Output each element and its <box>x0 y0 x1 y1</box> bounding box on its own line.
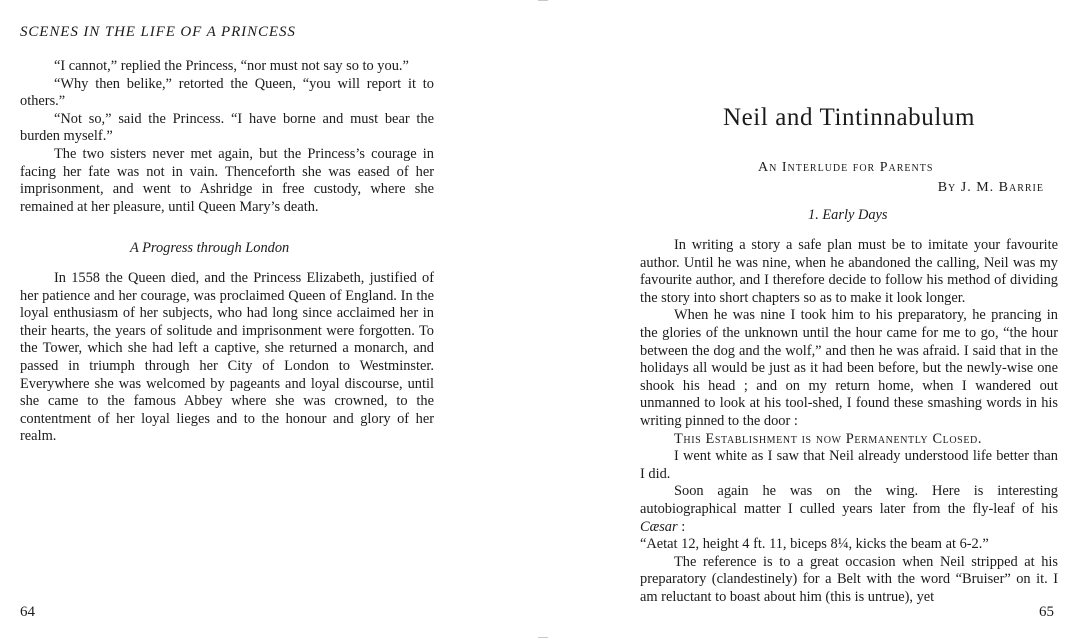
paragraph: In 1558 the Queen died, and the Princess Elizabeth, justified of her patience and her courage, was proclaimed Queen of England. In the loyal enthusiasm of her subjects, who had long since acclaimed her in their hearts, the years of solitude and imprisonment were forgotten. To the Tower, which she had left a captive, she returned a monarch, and passed in triumph through her City of London to Westminster. Everywhere she was welcomed by pageants and loyal discourse, until she came to the famous Abbey where she was crowned, to the contentment of her loyal lieges and to the honour and glory of her realm. <box>20 270 434 445</box>
author-byline: By J. M. Barrie <box>937 180 1044 195</box>
section-heading: A Progress through London <box>130 240 290 256</box>
caesar-colon: : <box>677 518 686 535</box>
paragraph: The two sisters never met again, but the Princess’s courage in facing her fate was not in vain. Thenceforth she was eased of her imprisonment, and went to Ashridge in free custody, where she remained at her pleasure, until Queen Mary’s death. <box>20 145 434 215</box>
story-title: Neil and Tintinnabulum <box>722 104 976 131</box>
page-number-left: 64 <box>20 604 35 620</box>
caesar-title: Cæsar <box>640 518 678 535</box>
left-page-dialogue <box>20 58 434 216</box>
door-notice: This Establishment is now Permanently Closed. <box>674 430 983 447</box>
right-page-body <box>640 237 1058 606</box>
gutter-mark-bottom <box>538 637 548 638</box>
left-page <box>20 0 434 640</box>
paragraph <box>640 483 1058 536</box>
paragraph-text: Soon again he was on the wing. Here is interesting autobiographical matter I culled years later from the fly-leaf of his <box>640 483 1058 517</box>
paragraph: The reference is to a great occasion when Neil stripped at his preparatory (clandestinely) for a Belt with the word “Bruiser” on it. I am reluctant to boast about him (this is untrue), yet <box>640 553 1058 605</box>
paragraph: “Why then belike,” retorted the Queen, “you will report it to others.” <box>20 75 434 110</box>
paragraph: I went white as I saw that Neil already understood life better than I did. <box>640 448 1058 482</box>
left-page-section-body <box>20 270 434 446</box>
right-page <box>640 0 1058 640</box>
gutter-mark-top <box>538 0 548 1</box>
story-subtitle: An Interlude for Parents <box>758 160 934 175</box>
running-head: SCENES IN THE LIFE OF A PRINCESS <box>20 24 296 40</box>
paragraph: “Not so,” said the Princess. “I have borne and must bear the burden myself.” <box>20 110 434 145</box>
page-number-right: 65 <box>1039 604 1054 620</box>
paragraph: When he was nine I took him to his preparatory, he prancing in the glories of the unknown until the hour came for me to go, “the hour between the dog and the wolf,” and then he was afraid. I said that in the holidays all would be just as it had been before, but the newly-wise one shook his head ; and on my return home, when I wandered out unmanned to look at his tool-shed, I found these smashing words in his writing pinned to the door : <box>640 307 1058 429</box>
chapter-heading: 1. Early Days <box>808 207 888 223</box>
paragraph: In writing a story a safe plan must be to imitate your favourite author. Until he was nine, when he abandoned the calling, Neil was my favourite author, and I therefore decide to follow his method of dividing the story into short chapters so as to make it look longer. <box>640 237 1058 306</box>
paragraph: “I cannot,” replied the Princess, “nor must not say so to you.” <box>54 58 409 74</box>
aetat-quote: “Aetat 12, height 4 ft. 11, biceps 8¼, kicks the beam at 6-2.” <box>640 536 989 553</box>
